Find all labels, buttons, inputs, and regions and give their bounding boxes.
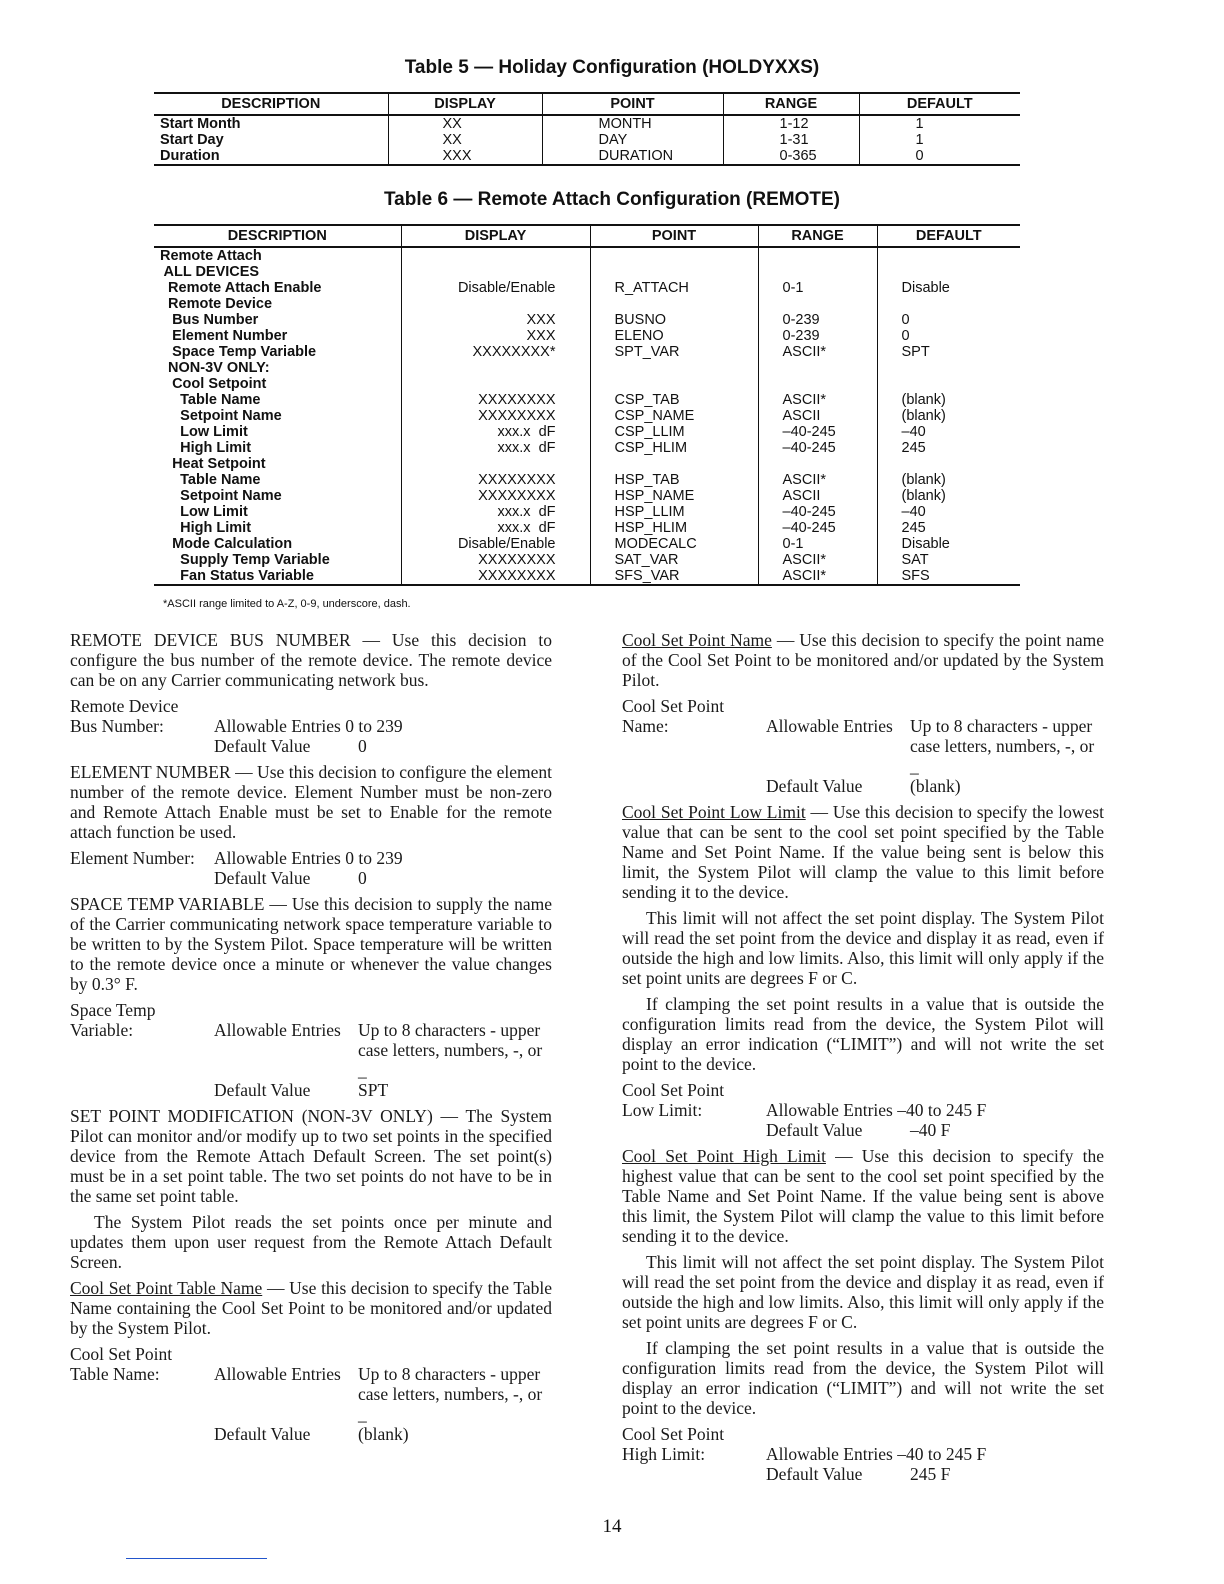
table-cell — [590, 296, 758, 312]
table-cell: Low Limit — [160, 504, 248, 520]
allowable-value: Up to 8 characters - upper case letters, numbers, -, or _ — [358, 1364, 543, 1424]
table-cell: CSP_TAB — [590, 392, 758, 408]
table-cell: Disable — [877, 280, 1020, 296]
entry-label: Cool Set Point — [622, 1424, 725, 1444]
allowable-label: Allowable Entries — [214, 1364, 341, 1384]
entry-label: Space Temp — [70, 1000, 156, 1020]
default-label: Default Value — [214, 1080, 311, 1100]
table-cell: 1 — [859, 115, 1020, 132]
table-cell: Bus Number — [160, 312, 259, 328]
table-cell: Supply Temp Variable — [160, 552, 330, 568]
table-cell: Heat Setpoint — [160, 456, 266, 472]
table-cell: Setpoint Name — [160, 488, 282, 504]
default-label: Default Value — [214, 1424, 311, 1444]
table-cell: HSP_HLIM — [590, 520, 758, 536]
paragraph: This limit will not affect the set point display. The System Pilot will read the set point from the device and display it as read, even if outside the high and low limits. Also, this limit will only apply if the set point units are degrees F or C. — [622, 908, 1104, 988]
table-cell — [877, 296, 1020, 312]
entry-block — [70, 848, 552, 888]
table-row — [154, 344, 1020, 360]
table-cell: Remote Device — [160, 296, 273, 312]
table-cell: DAY — [542, 132, 723, 148]
table5-title: Table 5 — Holiday Configuration (HOLDYXXS) — [404, 57, 820, 78]
table-cell: Disable — [877, 536, 1020, 552]
table-row — [154, 408, 1020, 424]
table-cell: Cool Setpoint — [160, 376, 267, 392]
table-cell: ASCII* — [758, 568, 877, 585]
column-header: DEFAULT — [877, 225, 1020, 247]
table-cell: MODECALC — [590, 536, 758, 552]
table-cell: SAT_VAR — [590, 552, 758, 568]
table-cell: NON-3V ONLY: — [160, 360, 270, 376]
right-column — [622, 630, 1104, 1484]
allowable-label: Allowable Entries — [214, 1020, 341, 1040]
table-cell — [401, 264, 590, 280]
table-cell: 0-365 — [723, 148, 859, 165]
table-cell: High Limit — [160, 520, 252, 536]
table-cell: Remote Attach Enable — [160, 280, 322, 296]
table-cell — [590, 456, 758, 472]
table-cell — [401, 456, 590, 472]
table-cell — [877, 456, 1020, 472]
paragraph: The System Pilot reads the set points once per minute and updates them upon user request from the Remote Attach Default Screen. — [70, 1212, 552, 1272]
table-cell: Table Name — [160, 472, 261, 488]
footer-rule — [126, 1558, 267, 1559]
allowable-value: Up to 8 characters - upper case letters, numbers, -, or _ — [358, 1020, 543, 1080]
table-cell: 0 — [877, 312, 1020, 328]
table-header-row — [154, 93, 1020, 115]
paragraph: This limit will not affect the set point display. The System Pilot will read the set point from the device and display it as read, even if outside the high and low limits. Also, this limit will only apply if the set point units are degrees F or C. — [622, 1252, 1104, 1332]
table-cell — [758, 247, 877, 264]
table-cell — [758, 296, 877, 312]
column-header: DEFAULT — [859, 93, 1020, 115]
table-cell — [758, 456, 877, 472]
table-cell: 245 — [877, 440, 1020, 456]
table-cell: Low Limit — [160, 424, 248, 440]
table-cell: xxx.x dF — [401, 424, 590, 440]
table-cell: High Limit — [160, 440, 252, 456]
allowable-entries: Allowable Entries 0 to 239 — [214, 716, 403, 736]
table-cell: CSP_LLIM — [590, 424, 758, 440]
table-cell — [877, 264, 1020, 280]
table-cell — [758, 376, 877, 392]
subheading: Cool Set Point Name — [622, 630, 772, 650]
page-number: 14 — [602, 1516, 622, 1537]
table-row — [154, 392, 1020, 408]
table-cell — [401, 247, 590, 264]
table-cell: ASCII* — [758, 472, 877, 488]
table-row — [154, 376, 1020, 392]
table-cell: ASCII* — [758, 392, 877, 408]
table-cell: xxx.x dF — [401, 520, 590, 536]
table-cell: (blank) — [877, 472, 1020, 488]
table-cell — [758, 360, 877, 376]
paragraph: SPACE TEMP VARIABLE — Use this decision to supply the name of the Carrier communicating network space temperature variable to be written to by the System Pilot. Space temperature will be written to the remote device once a minute or whenever the value changes by 0.3° F. — [70, 894, 552, 994]
table-row — [154, 280, 1020, 296]
table-cell: XXX — [401, 312, 590, 328]
table-cell: Duration — [154, 148, 388, 165]
table-cell: SFS_VAR — [590, 568, 758, 585]
table-cell — [590, 264, 758, 280]
table-cell: XXXXXXXX — [401, 408, 590, 424]
paragraph — [622, 802, 1104, 902]
entry-block — [622, 696, 1104, 796]
allowable-label: Allowable Entries — [766, 716, 893, 736]
entry-label: Cool Set Point — [622, 696, 725, 716]
default-value: 245 F — [910, 1464, 951, 1484]
table-cell: DURATION — [542, 148, 723, 165]
paragraph-text: — Use this decision to specify the point name of the Cool Set Point to be monitored and/or updated by the System Pilot. — [622, 630, 1105, 690]
table-cell: BUSNO — [590, 312, 758, 328]
column-header: POINT — [590, 225, 758, 247]
entry-label: Element Number: — [70, 848, 195, 868]
table-row — [154, 148, 1020, 165]
table-cell: XXXXXXXX* — [401, 344, 590, 360]
table-cell: Disable/Enable — [401, 536, 590, 552]
table-cell: CSP_NAME — [590, 408, 758, 424]
table-cell: –40 — [877, 424, 1020, 440]
table-cell: Remote Attach — [160, 248, 262, 264]
table-row — [154, 424, 1020, 440]
table-cell: XXX — [401, 328, 590, 344]
column-header: DESCRIPTION — [154, 225, 401, 247]
table-cell: 0-239 — [758, 328, 877, 344]
entry-label: High Limit: — [622, 1444, 706, 1464]
allowable-entries: Allowable Entries –40 to 245 F — [766, 1100, 987, 1120]
table-cell: 0 — [859, 148, 1020, 165]
table-cell: ASCII* — [758, 344, 877, 360]
table-cell: HSP_TAB — [590, 472, 758, 488]
paragraph — [622, 1146, 1104, 1246]
table-cell: SAT — [877, 552, 1020, 568]
table-cell: Fan Status Variable — [154, 568, 401, 585]
table-cell — [877, 376, 1020, 392]
entry-label: Bus Number: — [70, 716, 164, 736]
table-cell: 1 — [859, 132, 1020, 148]
entry-label: Low Limit: — [622, 1100, 703, 1120]
subheading: Cool Set Point Low Limit — [622, 802, 806, 822]
table-cell: SPT — [877, 344, 1020, 360]
table-cell — [877, 360, 1020, 376]
entry-block — [70, 696, 552, 756]
holiday-config-table — [154, 92, 1020, 166]
default-label: Default Value — [214, 736, 311, 756]
table-cell: (blank) — [877, 408, 1020, 424]
table-cell: xxx.x dF — [401, 440, 590, 456]
table-cell: Disable/Enable — [401, 280, 590, 296]
table-cell — [590, 360, 758, 376]
default-label: Default Value — [214, 868, 311, 888]
table-row — [154, 488, 1020, 504]
table-cell: Space Temp Variable — [160, 344, 317, 360]
entry-label: Name: — [622, 716, 669, 736]
entry-block — [70, 1344, 552, 1444]
table-header-row — [154, 225, 1020, 247]
table-cell: Start Month — [160, 116, 241, 132]
table-row — [154, 115, 1020, 132]
table-cell: (blank) — [877, 392, 1020, 408]
default-value: 0 — [358, 736, 367, 756]
table-row — [154, 568, 1020, 585]
table-cell: Start Day — [160, 132, 224, 148]
table-cell — [590, 376, 758, 392]
table-cell: XXXXXXXX — [401, 568, 590, 585]
table-cell: XX — [388, 115, 542, 132]
table-cell: CSP_HLIM — [590, 440, 758, 456]
default-label: Default Value — [766, 1464, 863, 1484]
table-row — [154, 312, 1020, 328]
table-row — [154, 328, 1020, 344]
table-cell: –40 — [877, 504, 1020, 520]
entry-block — [622, 1424, 1104, 1484]
table6-footnote: *ASCII range limited to A-Z, 0-9, underscore, dash. — [163, 598, 411, 610]
column-header: DISPLAY — [401, 225, 590, 247]
table-cell: –40-245 — [758, 520, 877, 536]
allowable-entries: Allowable Entries –40 to 245 F — [766, 1444, 987, 1464]
subheading: Cool Set Point High Limit — [622, 1146, 826, 1166]
entry-label: Cool Set Point — [622, 1080, 725, 1100]
table-cell — [401, 360, 590, 376]
table-cell: –40-245 — [758, 424, 877, 440]
paragraph-text: — Use this decision to specify the Table Name containing the Cool Set Point to be monitored and/or updated by the System Pilot. — [70, 1278, 552, 1338]
table-cell: (blank) — [877, 488, 1020, 504]
paragraph: REMOTE DEVICE BUS NUMBER — Use this decision to configure the bus number of the remote device. The remote device can be on any Carrier communicating network bus. — [70, 630, 552, 690]
entry-label: Variable: — [70, 1020, 134, 1040]
allowable-entries: Allowable Entries 0 to 239 — [214, 848, 403, 868]
table-cell: xxx.x dF — [401, 504, 590, 520]
paragraph: SET POINT MODIFICATION (NON-3V ONLY) — The System Pilot can monitor and/or modify up to two set points in the specified device from the Remote Attach Default Screen. The set point(s) must be in a set point table. The two set points do not have to be in the same set point table. — [70, 1106, 552, 1206]
table-cell: ASCII — [758, 408, 877, 424]
paragraph: If clamping the set point results in a value that is outside the configuration limits read from the device, the System Pilot will display an error indication (“LIMIT”) and will not write the set point to the device. — [622, 994, 1104, 1074]
table-row — [154, 472, 1020, 488]
table-cell: XXXXXXXX — [401, 392, 590, 408]
table-row — [154, 247, 1020, 264]
table-row — [154, 552, 1020, 568]
remote-attach-config-table — [154, 224, 1020, 586]
table-cell: Setpoint Name — [160, 408, 282, 424]
table-cell: MONTH — [542, 115, 723, 132]
paragraph: ELEMENT NUMBER — Use this decision to configure the element number of the remote device. Element Number must be non-zero and Remote Attach Enable must be set to Enable for the remote attach function be used. — [70, 762, 552, 842]
table-cell: Table Name — [160, 392, 261, 408]
table-cell: HSP_NAME — [590, 488, 758, 504]
entry-block — [70, 1000, 552, 1100]
default-value: SPT — [358, 1080, 389, 1100]
table-row — [154, 520, 1020, 536]
table-cell: ELENO — [590, 328, 758, 344]
table-cell: Mode Calculation — [160, 536, 293, 552]
table-cell: ALL DEVICES — [160, 264, 260, 280]
table6-title: Table 6 — Remote Attach Configuration (REMOTE) — [383, 189, 840, 210]
table-row — [154, 456, 1020, 472]
table-cell: SFS — [877, 568, 1020, 585]
table-row — [154, 132, 1020, 148]
table-cell: 0 — [877, 328, 1020, 344]
table-cell — [401, 296, 590, 312]
paragraph: If clamping the set point results in a value that is outside the configuration limits read from the device, the System Pilot will display an error indication (“LIMIT”) and will not write the set point to the device. — [622, 1338, 1104, 1418]
table-row — [154, 504, 1020, 520]
table-cell: –40-245 — [758, 504, 877, 520]
table-row — [154, 440, 1020, 456]
table-cell: 0-239 — [758, 312, 877, 328]
table-cell — [590, 247, 758, 264]
subheading: Cool Set Point Table Name — [70, 1278, 263, 1298]
default-label: Default Value — [766, 776, 863, 796]
table-cell: R_ATTACH — [590, 280, 758, 296]
paragraph — [70, 1278, 552, 1338]
entry-label: Table Name: — [70, 1364, 160, 1384]
default-label: Default Value — [766, 1120, 863, 1140]
table-cell: XXXXXXXX — [401, 488, 590, 504]
column-header: RANGE — [758, 225, 877, 247]
table-cell: HSP_LLIM — [590, 504, 758, 520]
paragraph-text: — Use this decision to specify the lowest value that can be sent to the cool set point specified by the Table Name and Set Point Name. If the value being sent is below this limit, the System Pilot will clamp the value to this limit before sending it to the device. — [622, 802, 1104, 902]
paragraph — [622, 630, 1104, 690]
table-cell — [758, 264, 877, 280]
table-cell: XXXXXXXX — [401, 552, 590, 568]
column-header: DISPLAY — [388, 93, 542, 115]
table-cell — [401, 376, 590, 392]
default-value: (blank) — [910, 776, 961, 796]
default-value: (blank) — [358, 1424, 409, 1444]
table-cell: ASCII* — [758, 552, 877, 568]
table-cell: Element Number — [160, 328, 288, 344]
table-row — [154, 296, 1020, 312]
table-row — [154, 536, 1020, 552]
table-cell: XXXXXXXX — [401, 472, 590, 488]
table-cell: –40-245 — [758, 440, 877, 456]
table-cell: XX — [388, 132, 542, 148]
table-cell: ASCII — [758, 488, 877, 504]
table-row — [154, 360, 1020, 376]
table-cell: SPT_VAR — [590, 344, 758, 360]
table-cell: 0-1 — [758, 280, 877, 296]
default-value: –40 F — [910, 1120, 951, 1140]
column-header: RANGE — [723, 93, 859, 115]
entry-block — [622, 1080, 1104, 1140]
entry-label: Remote Device — [70, 696, 179, 716]
table-cell: XXX — [388, 148, 542, 165]
table-cell: 245 — [877, 520, 1020, 536]
column-header: POINT — [542, 93, 723, 115]
default-value: 0 — [358, 868, 367, 888]
table-cell: 1-31 — [723, 132, 859, 148]
table-cell: 1-12 — [723, 115, 859, 132]
column-header: DESCRIPTION — [154, 93, 388, 115]
entry-label: Cool Set Point — [70, 1344, 173, 1364]
allowable-value: Up to 8 characters - upper case letters, numbers, -, or _ — [910, 716, 1095, 776]
paragraph-text: — Use this decision to specify the highest value that can be sent to the cool set point specified by the Table Name and Set Point Name. If the value being sent is above this limit, the System Pilot will clamp the value to this limit before sending it to the device. — [622, 1146, 1104, 1246]
table-cell — [877, 247, 1020, 264]
table-row — [154, 264, 1020, 280]
table-cell: 0-1 — [758, 536, 877, 552]
left-column — [70, 630, 552, 1444]
